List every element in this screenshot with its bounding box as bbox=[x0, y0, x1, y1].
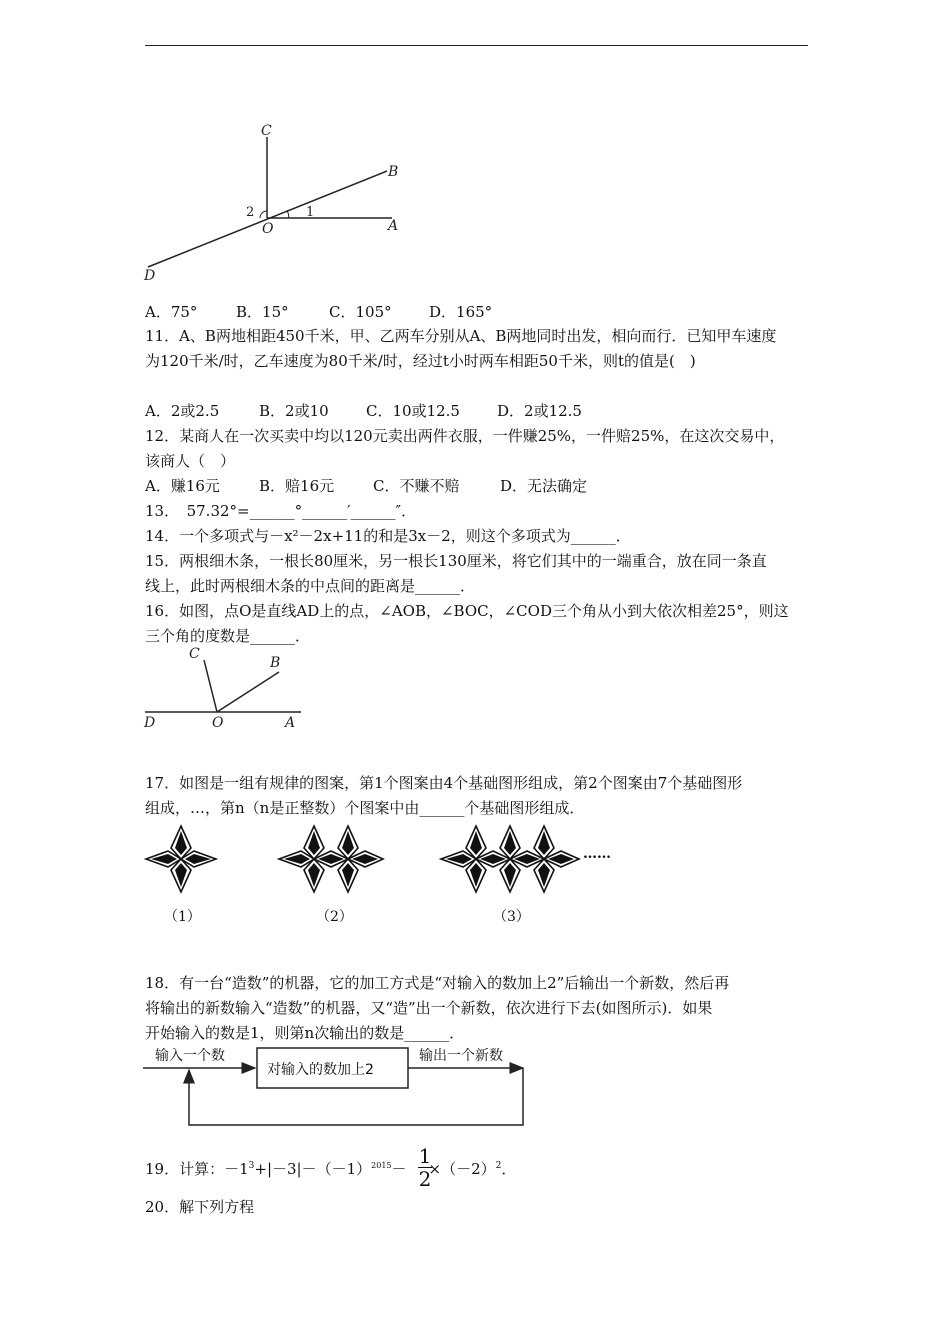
flow-process-label: 对输入的数加上2 bbox=[267, 1062, 374, 1078]
figure-angles-q16 bbox=[140, 640, 310, 735]
q17-line-2: 组成，…，第n（n是正整数）个图案中由______个基础图形组成． bbox=[145, 799, 585, 817]
flow-output-label: 输出一个新数 bbox=[419, 1048, 503, 1064]
figure-angles-q10 bbox=[140, 120, 410, 290]
q12-line-2: 该商人（ ） bbox=[145, 452, 236, 470]
q12-option-d: D．无法确定 bbox=[500, 477, 588, 495]
q19-mid-1: +|－3|－（－1） bbox=[254, 1160, 372, 1178]
pattern-caption-3: （3） bbox=[493, 909, 530, 925]
q10-option-c: C．105° bbox=[329, 303, 392, 321]
q16-label-O: O bbox=[212, 715, 224, 731]
q12-line-1: 12．某商人在一次买卖中均以120元卖出两件衣服，一件赚25%，一件赔25%，在这次交易中， bbox=[145, 427, 785, 445]
label-A: A bbox=[388, 218, 399, 234]
pattern-caption-2: （2） bbox=[316, 909, 353, 925]
q11-option-c: C．10或12.5 bbox=[366, 402, 460, 420]
q10-option-d: D．165° bbox=[429, 303, 493, 321]
q11-line-1: 11．A、B两地相距450千米，甲、乙两车分别从A、B两地同时出发，相向而行．已知甲车速度 bbox=[145, 327, 777, 345]
pattern-3 bbox=[441, 826, 579, 892]
label-angle-1: 1 bbox=[306, 205, 315, 220]
q10-options bbox=[145, 300, 492, 324]
q18-line-3: 开始输入的数是1，则第n次输出的数是______． bbox=[145, 1024, 465, 1042]
pattern-caption-1: （1） bbox=[164, 909, 201, 925]
pattern-ellipsis: …… bbox=[583, 846, 611, 862]
q19-minus: － bbox=[391, 1160, 407, 1178]
q18-line-1: 18．有一台“造数”的机器，它的加工方式是“对输入的数加上2”后输出一个新数，然后再 bbox=[145, 974, 730, 992]
q19-exp-2015: 2015 bbox=[371, 1161, 392, 1170]
q15-line-2: 线上，此时两根细木条的中点间的距离是______． bbox=[145, 577, 476, 595]
q16-label-A: A bbox=[285, 715, 296, 731]
flow-input-label: 输入一个数 bbox=[155, 1048, 225, 1064]
q16-label-B: B bbox=[270, 655, 281, 671]
q11-options bbox=[145, 399, 582, 423]
q12-options bbox=[145, 474, 587, 498]
pattern-2 bbox=[279, 826, 383, 892]
q19-expression bbox=[145, 1154, 516, 1181]
q19-end: ． bbox=[501, 1160, 517, 1178]
label-B: B bbox=[388, 164, 399, 180]
q19-fraction bbox=[415, 1146, 435, 1189]
q10-option-a: A．75° bbox=[145, 303, 198, 321]
q11-option-b: B．2或10 bbox=[259, 402, 329, 420]
q19-prefix: 19．计算：－1 bbox=[145, 1160, 249, 1178]
header-rule bbox=[145, 45, 808, 46]
q18-line-2: 将输出的新数输入“造数”的机器，又“造”出一个新数，依次进行下去(如图所示)．如果 bbox=[145, 999, 713, 1017]
q19-fraction-denominator: 2 bbox=[418, 1167, 432, 1191]
q19-mid-2: ×（－2） bbox=[428, 1160, 496, 1178]
q11-option-a: A．2或2.5 bbox=[145, 402, 220, 420]
label-angle-2: 2 bbox=[246, 205, 255, 220]
q11-line-2: 为120千米/时，乙车速度为80千米/时，经过t小时两车相距50千米，则t的值是( ) bbox=[145, 352, 696, 370]
q20: 20．解下列方程 bbox=[145, 1198, 255, 1216]
label-D: D bbox=[144, 268, 156, 284]
q15-line-1: 15．两根细木条，一根长80厘米，另一根长130厘米，将它们其中的一端重合，放在同一条直 bbox=[145, 552, 767, 570]
q14: 14．一个多项式与－x²－2x+11的和是3x－2，则这个多项式为______． bbox=[145, 527, 631, 545]
q12-option-b: B．赔16元 bbox=[259, 477, 335, 495]
flow-diagram bbox=[143, 1040, 533, 1130]
label-O: O bbox=[262, 221, 274, 237]
q19-fraction-numerator: 1 bbox=[418, 1144, 432, 1168]
pattern-1 bbox=[146, 826, 216, 892]
q10-option-b: B．15° bbox=[236, 303, 289, 321]
q12-option-a: A．赚16元 bbox=[145, 477, 220, 495]
q16-line-1: 16．如图，点O是直线AD上的点，∠AOB，∠BOC，∠COD三个角从小到大依次相差25°，则这 bbox=[145, 602, 789, 620]
q11-option-d: D．2或12.5 bbox=[497, 402, 582, 420]
q17-line-1: 17．如图是一组有规律的图案，第1个图案由4个基础图形组成，第2个图案由7个基础图形 bbox=[145, 774, 743, 792]
label-C: C bbox=[261, 123, 272, 139]
q12-option-c: C．不赚不赔 bbox=[373, 477, 460, 495]
q19-exp-3: 3 bbox=[248, 1161, 255, 1171]
q16-label-D: D bbox=[144, 715, 156, 731]
q16-label-C: C bbox=[189, 646, 200, 662]
q19-exp-2: 2 bbox=[495, 1161, 502, 1171]
q16-line-2: 三个角的度数是______． bbox=[145, 627, 311, 645]
q13: 13． 57.32°=______°______′______″． bbox=[145, 502, 417, 520]
